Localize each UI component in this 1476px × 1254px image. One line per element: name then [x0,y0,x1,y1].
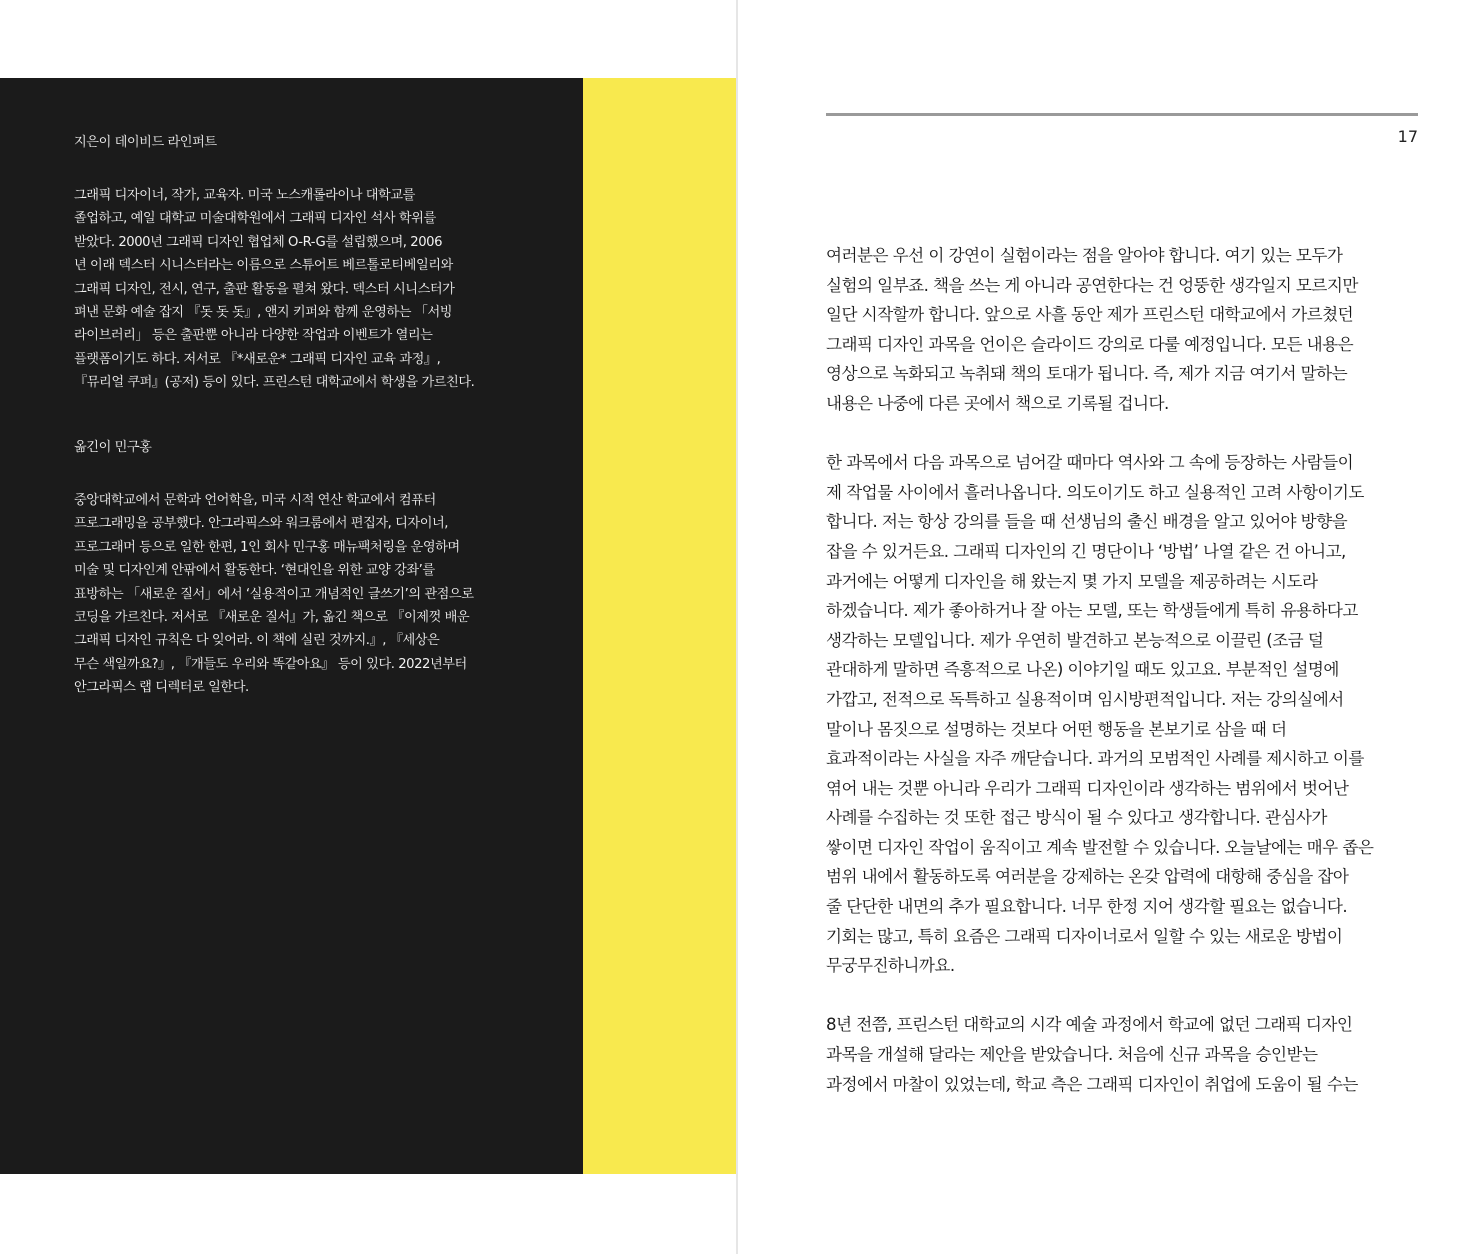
translator-heading: 옮긴이 민구홍 [74,440,152,455]
author-bio-text: 그래픽 디자이너, 작가, 교육자. 미국 노스캐롤라이나 대학교를 졸업하고, 예일 대학교 미술대학원에서 그래픽 디자인 석사 학위를 받았다. 2000년 그래픽 디자인 협업체 O-R-G를 설립했으며, 2006 년 이래 덱스터 시니스터라는 이름으로 스튜어트 베르톨로티베일리와 그래픽 디자인, 전시, 연구, 출판 활동을 펼쳐 왔다. 덱스터 시니스터가 펴낸 문화 예술 잡지 『돗 돗 돗』, 앤지 키퍼와 함께 운영하는 「서빙 라이브러리」 등은 출판뿐 아니라 다양한 작업과 이벤트가 열리는 플랫폼이기도 하다. 저서로 『*새로운* 그래픽 디자인 교육 과정』, 『뮤리얼 쿠퍼』(공저) 등이 있다. 프린스턴 대학교에서 학생을 가르친다. [74,188,475,391]
translator-bio [74,440,529,700]
paragraph: 여러분은 우선 이 강연이 실험이라는 점을 알아야 합니다. 여기 있는 모두가 실험의 일부죠. 책을 쓰는 게 아니라 공연한다는 건 엉뚱한 생각일지 모르지만 일단 시작할까 합니다. 앞으로 사흘 동안 제가 프린스턴 대학교에서 가르쳤던 그래픽 디자인 과목을 언이은 슬라이드 강의로 다룰 예정입니다. 모든 내용은 영상으로 녹화되고 녹취돼 책의 토대가 됩니다. 즉, 제가 지금 여기서 말하는 내용은 나중에 다른 곳에서 책으로 기록될 겁니다. [826,246,1358,413]
yellow-accent-panel [583,78,736,1174]
author-bio [74,135,529,395]
paragraph: 한 과목에서 다음 과목으로 넘어갈 때마다 역사와 그 속에 등장하는 사람들이 제 작업물 사이에서 흘러나옵니다. 의도이기도 하고 실용적인 고려 사항이기도 합니다. 저는 항상 강의를 들을 때 선생님의 출신 배경을 알고 있어야 방향을 잡을 수 있거든요. 그래픽 디자인의 긴 명단이나 ‘방법’ 나열 같은 건 아니고, 과거에는 어떻게 디자인을 해 왔는지 몇 가지 모델을 제공하려는 시도라 하겠습니다. 제가 좋아하거나 잘 아는 모델, 또는 학생들에게 특히 유용하다고 생각하는 모델입니다. 제가 우연히 발견하고 본능적으로 이끌린 (조금 덜 관대하게 말하면 즉흥적으로 나온) 이야기일 때도 있고요. 부분적인 설명에 가깝고, 전적으로 독특하고 실용적이며 임시방편적입니다. 저는 강의실에서 말이나 몸짓으로 설명하는 것보다 어떤 행동을 본보기로 삼을 때 더 효과적이라는 사실을 자주 깨닫습니다. 과거의 모범적인 사례를 제시하고 이를 엮어 내는 것뿐 아니라 우리가 그래픽 디자인이라 생각하는 범위에서 벗어난 사례를 수집하는 것 또한 접근 방식이 될 수 있다고 생각합니다. 관심사가 쌓이면 디자인 작업이 움직이고 계속 발전할 수 있습니다. 오늘날에는 매우 좁은 범위 내에서 활동하도록 여러분을 강제하는 온갖 압력에 대항해 중심을 잡아 줄 단단한 내면의 추가 필요합니다. 너무 한정 지어 생각할 필요는 없습니다. 기회는 많고, 특히 요즘은 그래픽 디자이너로서 일할 수 있는 새로운 방법이 무궁무진하니까요. [826,453,1374,976]
left-page [0,0,736,1254]
translator-bio-text: 중앙대학교에서 문학과 언어학을, 미국 시적 연산 학교에서 컴퓨터 프로그래밍을 공부했다. 안그라픽스와 워크룸에서 편집자, 디자이너, 프로그래머 등으로 일한 한편, 1인 회사 민구홍 매뉴팩처링을 운영하며 미술 및 디자인계 안팎에서 활동한다. ‘현대인을 위한 교양 강좌’를 표방하는 「새로운 질서」에서 ‘실용적이고 개념적인 글쓰기’의 관점으로 코딩을 가르친다. 저서로 『새로운 질서』가, 옮긴 책으로 『이제껏 배운 그래픽 디자인 규칙은 다 잊어라. 이 책에 실린 것까지.』, 『세상은 무슨 색일까요?』, 『개들도 우리와 똑같아요』 등이 있다. 2022년부터 안그라픽스 랩 디렉터로 일한다. [74,493,474,696]
paragraph: 8년 전쯤, 프린스턴 대학교의 시각 예술 과정에서 학교에 없던 그래픽 디자인 과목을 개설해 달라는 제안을 받았습니다. 처음에 신규 과목을 승인받는 과정에서 마찰이 있었는데, 학교 측은 그래픽 디자인이 취업에 도움이 될 수는 [826,1015,1358,1094]
right-page [738,0,1476,1254]
author-heading: 지은이 데이비드 라인퍼트 [74,135,217,150]
body-text [826,241,1466,1129]
header-rule [826,113,1418,116]
page-number: 17 [1397,127,1418,146]
